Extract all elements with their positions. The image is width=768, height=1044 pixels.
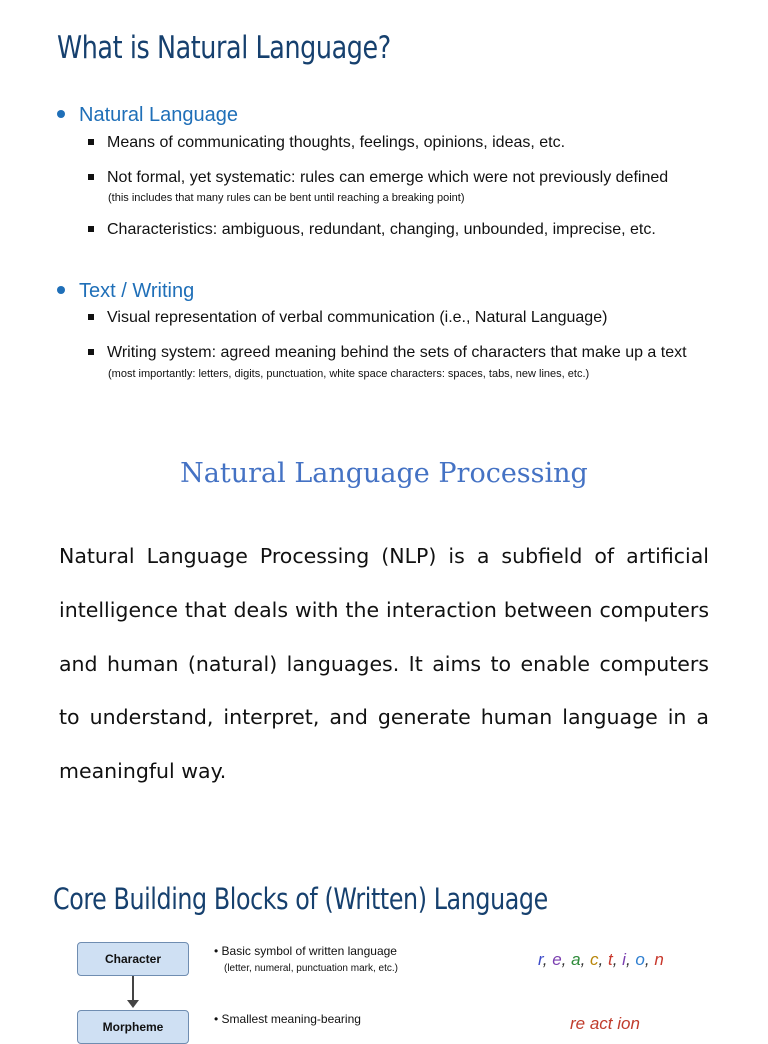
- sub-bullet-note: (this includes that many rules can be bent until reaching a breaking point): [108, 192, 465, 204]
- example-letter: e: [552, 950, 562, 969]
- block-description-note: (letter, numeral, punctuation mark, etc.): [224, 963, 398, 974]
- sub-bullet: [88, 344, 687, 362]
- bullet-heading-label: Natural Language: [79, 104, 239, 126]
- example-letter: c: [590, 950, 599, 969]
- block-morpheme: Morpheme: [77, 1010, 189, 1044]
- sub-bullet-text: Not formal, yet systematic: rules can emerge which were not previously defined: [107, 169, 669, 186]
- sub-bullet-text: Characteristics: ambiguous, redundant, changing, unbounded, imprecise, etc.: [107, 221, 656, 238]
- example-letter: i: [622, 950, 626, 969]
- sub-bullet: [88, 134, 565, 152]
- example-characters: [538, 950, 664, 970]
- example-letter: o: [635, 950, 645, 969]
- letter-separator: ,: [598, 950, 608, 969]
- letter-separator: ,: [644, 950, 655, 969]
- example-letter: n: [654, 950, 664, 969]
- arrow-down-icon: [127, 1000, 139, 1008]
- letter-separator: ,: [561, 950, 572, 969]
- sub-bullet: [88, 221, 656, 239]
- bullet-dot-icon: [57, 110, 65, 118]
- article-paragraph: Natural Language Processing (NLP) is a subfield of artificial intelligence that deals with the interaction between computers and human (natural) languages. It aims to enable computers to understand, interpret, and generate human language in a meaningful way.: [59, 544, 709, 784]
- sub-bullet: [88, 169, 668, 187]
- block-character: Character: [77, 942, 189, 976]
- letter-separator: ,: [625, 950, 636, 969]
- sub-bullet-note: (most importantly: letters, digits, punctuation, white space characters: spaces, tabs, new lines, etc.): [108, 368, 590, 380]
- bullet-heading-label: Text / Writing: [79, 280, 195, 302]
- sub-bullet-text: Writing system: agreed meaning behind the sets of characters that make up a text: [107, 344, 687, 361]
- example-letter: t: [607, 950, 613, 969]
- square-bullet-icon: [88, 226, 94, 232]
- example-letter: a: [571, 950, 581, 969]
- slide-title: What is Natural Language?: [57, 30, 391, 66]
- bullet-heading-text-writing: [57, 280, 194, 303]
- slide-title-building-blocks: Core Building Blocks of (Written) Language: [53, 882, 548, 916]
- letter-separator: ,: [612, 950, 623, 969]
- bullet-dot-icon: [57, 286, 65, 294]
- section-heading: Natural Language Processing: [180, 458, 588, 489]
- letter-separator: ,: [542, 950, 553, 969]
- bullet-heading-natural-language: [57, 104, 238, 127]
- square-bullet-icon: [88, 349, 94, 355]
- square-bullet-icon: [88, 314, 94, 320]
- square-bullet-icon: [88, 174, 94, 180]
- square-bullet-icon: [88, 139, 94, 145]
- example-morphemes: re act ion: [570, 1014, 640, 1033]
- letter-separator: ,: [580, 950, 591, 969]
- sub-bullet-text: Visual representation of verbal communication (i.e., Natural Language): [107, 309, 608, 326]
- sub-bullet: [88, 309, 607, 327]
- block-description: • Basic symbol of written language: [214, 944, 397, 958]
- block-description: • Smallest meaning-bearing: [214, 1012, 361, 1026]
- example-letter: r: [538, 950, 543, 969]
- sub-bullet-text: Means of communicating thoughts, feelings, opinions, ideas, etc.: [107, 134, 566, 151]
